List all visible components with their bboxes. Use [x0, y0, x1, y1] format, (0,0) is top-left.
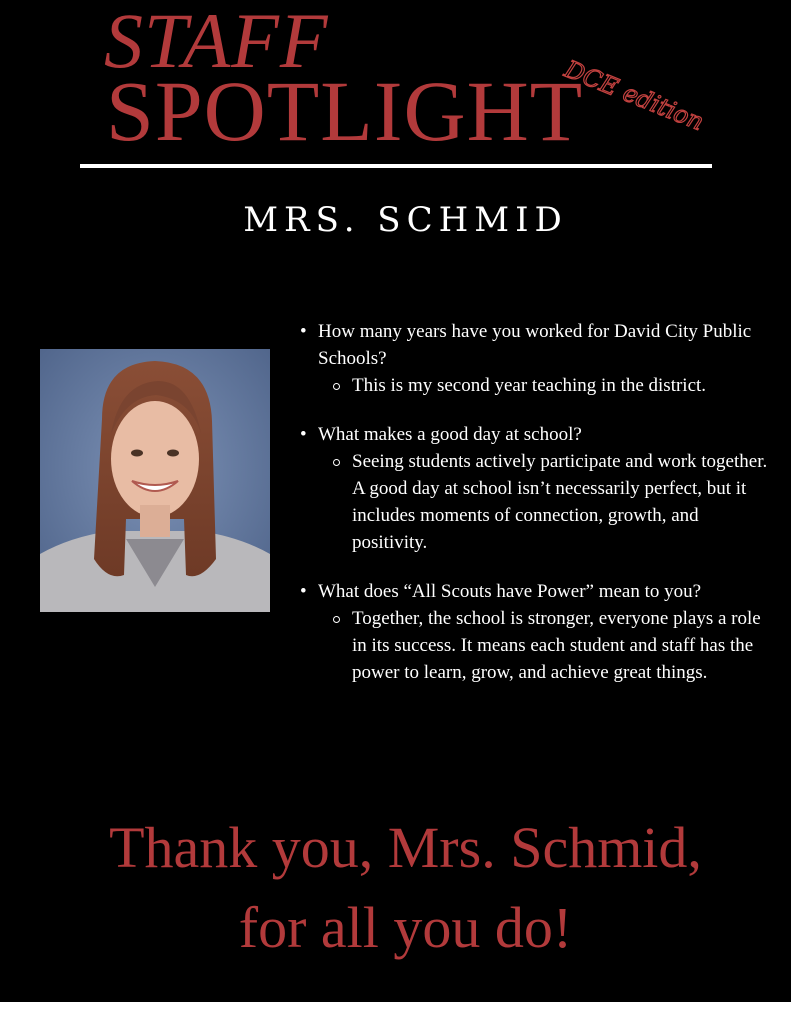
title-spotlight: SPOTLIGHT [106, 63, 584, 159]
thank-you-message [0, 808, 791, 968]
thank-you-line-1: Thank you, Mrs. Schmid, [109, 815, 702, 880]
answer-text: This is my second year teaching in the district. [318, 372, 768, 399]
qa-item [298, 578, 768, 686]
thank-you-line-2: for all you do! [238, 895, 573, 960]
qa-item [298, 318, 768, 399]
divider-line [80, 164, 712, 168]
staff-photo [40, 349, 270, 612]
question-text: How many years have you worked for David City Public Schools? [318, 321, 752, 369]
answer-text: Seeing students actively participate and work together. A good day at school isn’t necessarily perfect, but it includes moments of connection, growth, and positivity. [318, 448, 768, 556]
question-text: What makes a good day at school? [318, 424, 582, 445]
qa-item [298, 421, 768, 556]
title-staff: STAFF [104, 0, 329, 84]
staff-name: MRS. SCHMID [243, 200, 568, 240]
answer-text: Together, the school is stronger, everyone plays a role in its success. It means each student and staff has the power to learn, grow, and achieve great things. [318, 605, 768, 686]
qa-list [298, 318, 768, 708]
edition-badge: DCE edition [560, 55, 708, 137]
question-text: What does “All Scouts have Power” mean to you? [318, 581, 702, 602]
